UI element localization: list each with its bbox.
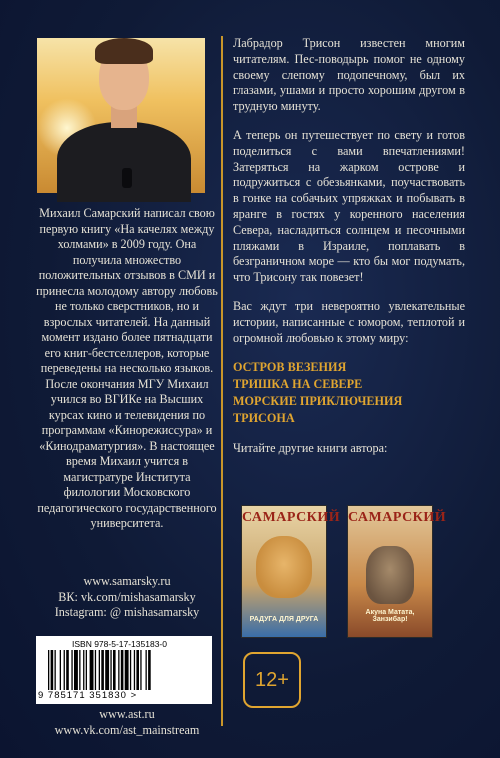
story-title-2: ТРИШКА НА СЕВЕРЕ: [233, 377, 363, 392]
author-contacts: [36, 574, 218, 621]
annotation-paragraph-3: Вас ждут три невероятно увлекательные истории, написанные с юмором, теплотой и огромной любовью к этому миру:: [233, 298, 465, 345]
book-1-author: САМАРСКИЙ: [242, 510, 341, 525]
story-titles: [233, 359, 465, 427]
sunglasses-icon: [122, 168, 132, 188]
isbn-number: ISBN 978-5-17-135183-0: [72, 639, 167, 649]
annotation-paragraph-1: Лабрадор Трисон известен многим читателям. Пес-поводырь помог не одному своему слепому подопечному, был их глазами, ушами и просто хорошим другом в трудную минуту.: [233, 36, 465, 114]
contact-vk: ВК: vk.com/mishasamarsky: [58, 589, 196, 604]
annotation-paragraph-2: А теперь он путешествует по свету и готов поделиться с вами впечатлениями! Затеряться на жарком острове и подружиться с обезьянками, поучаствовать в гонке на собачьих упряжках и побывать в яранге в гостях у коренного населения Севера, насладиться солнцем и песочными пляжами в Израиле, поплавать в безграничном море — кто бы мог подумать, что Трисону так повезет!: [233, 127, 465, 285]
labrador-icon: [256, 536, 312, 598]
book-cover-1: [241, 505, 341, 638]
annotation-column: [233, 36, 465, 457]
publisher-site: www.ast.ru: [99, 707, 155, 721]
publisher-vk: www.vk.com/ast_mainstream: [54, 722, 200, 737]
author-shirt: [57, 122, 191, 202]
contact-website: www.samarsky.ru: [83, 574, 171, 588]
isbn-barcode-block: [36, 636, 212, 704]
column-divider: [221, 36, 223, 726]
story-title-1: ОСТРОВ ВЕЗЕНИЯ: [233, 360, 347, 375]
book-2-title: Акуна Матата, Занзибар!: [365, 609, 415, 623]
book-2-author: САМАРСКИЙ: [348, 510, 447, 525]
read-more-label: Читайте другие книги автора:: [233, 441, 388, 456]
story-title-3: МОРСКИЕ ПРИКЛЮЧЕНИЯ ТРИСОНА: [233, 394, 403, 426]
book-cover-2: [347, 505, 447, 638]
book-1-title: РАДУГА ДЛЯ ДРУГА: [249, 616, 319, 623]
age-rating-badge: 12+: [243, 652, 301, 708]
publisher-sites: [36, 707, 218, 738]
author-hair: [95, 38, 153, 64]
cat-icon: [366, 546, 414, 604]
barcode: [48, 650, 204, 690]
author-photo: [37, 38, 205, 193]
barcode-digits: 9 785171 351830 >: [38, 690, 138, 701]
contact-instagram: Instagram: @ mishasamarsky: [54, 605, 200, 619]
author-bio: Михаил Самарский написал свою первую книгу «На качелях между холмами» в 2009 году. Она получила множество положительных отзывов в СМИ и принесла молодому автору любовь не только сверстников, но и взрослых читателей. На данный момент издано более пятнадцати его книг-бестселлеров, которые переведены на несколько языков. После окончания МГУ Михаил учился во ВГИКе на Высших курсах кино и телевидения по программам «Кинорежиссура» и «Кинодраматургия». В настоящее время Михаил учится в магистратуре Института филологии Московского педагогического государственного университета.: [36, 206, 218, 530]
